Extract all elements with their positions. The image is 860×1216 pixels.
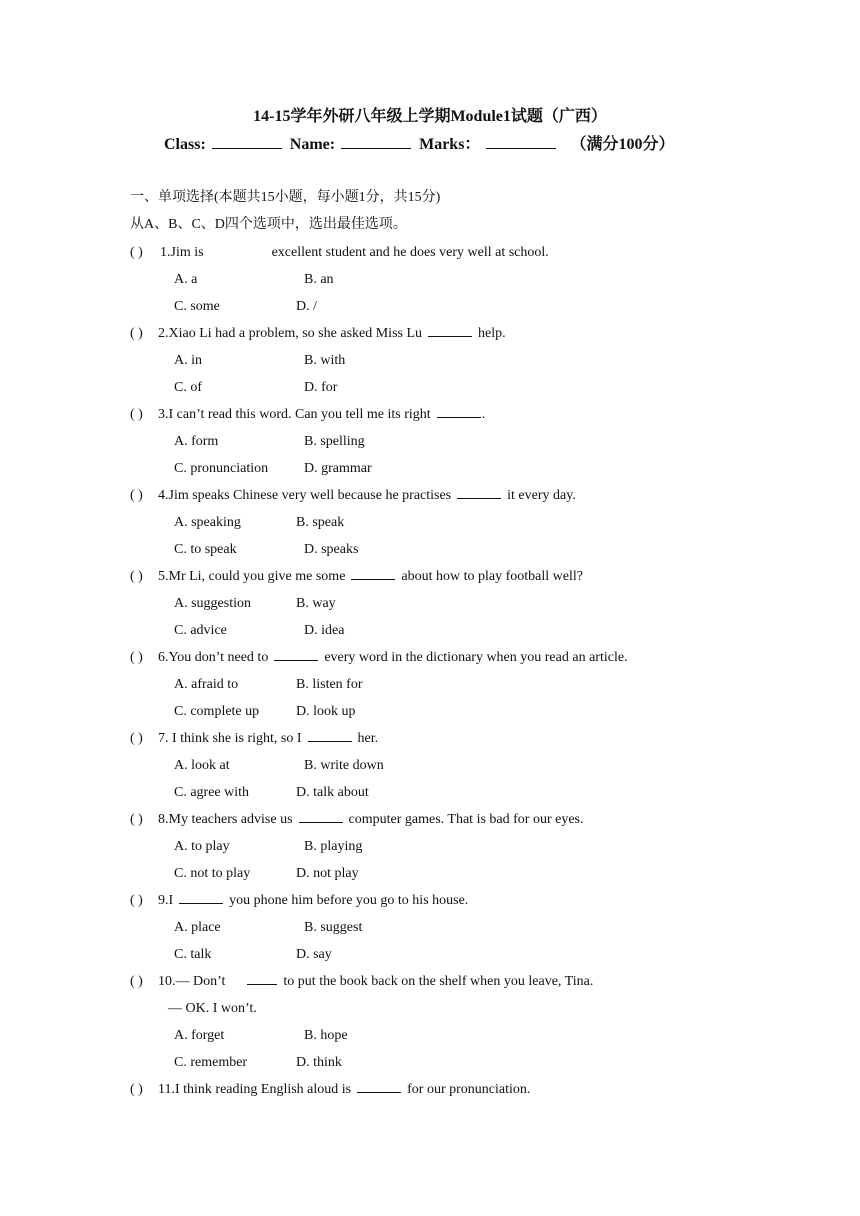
question-stem: 7. I think she is right, so I [158,731,302,746]
question-9 [130,891,468,911]
question-stem-end: her. [357,731,379,746]
question-stem-end: about how to play football well? [401,569,583,584]
question-10 [130,972,593,992]
answer-bracket[interactable]: ( ) [130,245,143,260]
option-d[interactable]: D. speaks [304,542,359,557]
option-c[interactable]: C. remember [174,1055,248,1070]
option-d[interactable]: D. think [296,1055,342,1070]
name-label: Name: [289,136,336,153]
option-b[interactable]: B. speak [296,515,345,530]
answer-bracket[interactable]: ( ) [130,731,143,746]
answer-bracket[interactable]: ( ) [130,407,143,422]
question-11 [130,1080,530,1100]
option-c[interactable]: C. complete up [174,704,260,719]
option-b[interactable]: B. hope [304,1028,348,1043]
question-stem-end: you phone him before you go to his house. [229,893,469,908]
question-stem: 4.Jim speaks Chinese very well because he practises [158,488,452,503]
option-d[interactable]: D. talk about [296,785,369,800]
option-d[interactable]: D. say [296,947,332,962]
question-stem-end: it every day. [507,488,576,503]
option-c[interactable]: C. talk [174,947,212,962]
marks-label: Marks： [419,136,481,153]
question-6 [130,648,628,668]
option-a[interactable]: A. suggestion [174,596,251,611]
question-stem-end: excellent student and he does very well at school. [271,245,549,260]
class-label: Class: [164,136,206,153]
option-d[interactable]: D. / [296,299,317,314]
option-c[interactable]: C. not to play [174,866,251,881]
option-c[interactable]: C. agree with [174,785,250,800]
name-blank[interactable] [341,134,411,149]
option-b[interactable]: B. way [296,596,336,611]
question-1 [130,243,549,263]
question-stem: 6.You don’t need to [158,650,269,665]
fill-blank[interactable] [299,810,343,823]
fill-blank[interactable] [357,1080,401,1093]
full-marks-note: （满分100分） [570,136,675,153]
answer-bracket[interactable]: ( ) [130,1082,143,1097]
fill-blank[interactable] [274,648,318,661]
question-stem: 10.— Don’t [158,974,226,989]
question-7 [130,729,378,749]
answer-bracket[interactable]: ( ) [130,488,143,503]
question-stem-end: . [481,407,486,422]
fill-blank[interactable] [428,324,472,337]
option-a[interactable]: A. form [174,434,219,449]
marks-blank[interactable] [486,134,556,149]
fill-blank[interactable] [437,405,481,418]
question-stem-end: for our pronunciation. [407,1082,531,1097]
answer-bracket[interactable]: ( ) [130,893,143,908]
class-blank[interactable] [212,134,282,149]
question-stem: 8.My teachers advise us [158,812,293,827]
question-stem: 5.Mr Li, could you give me some [158,569,346,584]
question-3 [130,405,485,425]
option-b[interactable]: B. an [304,272,334,287]
option-a[interactable]: A. speaking [174,515,241,530]
question-stem: 9.I [158,893,174,908]
answer-bracket[interactable]: ( ) [130,326,143,341]
dialogue-reply: — OK. I won’t. [168,1001,257,1016]
answer-bracket[interactable]: ( ) [130,569,143,584]
option-b[interactable]: B. spelling [304,434,365,449]
option-b[interactable]: B. with [304,353,346,368]
option-a[interactable]: A. to play [174,839,230,854]
question-stem: 2.Xiao Li had a problem, so she asked Miss Lu [158,326,423,341]
question-stem: 1.Jim is [160,245,204,260]
question-stem: 11.I think reading English aloud is [158,1082,352,1097]
question-4 [130,486,576,506]
section-heading: 一、单项选择(本题共15小题，每小题1分，共15分) [130,190,441,205]
option-d[interactable]: D. not play [296,866,359,881]
option-a[interactable]: A. look at [174,758,230,773]
option-a[interactable]: A. afraid to [174,677,239,692]
option-c[interactable]: C. advice [174,623,227,638]
fill-blank[interactable] [308,729,352,742]
option-d[interactable]: D. idea [304,623,345,638]
page-title: 14-15学年外研八年级上学期Module1试题（广西） [253,108,607,125]
fill-blank[interactable] [457,486,501,499]
answer-bracket[interactable]: ( ) [130,812,143,827]
question-stem-end: help. [478,326,506,341]
question-stem-end: to put the book back on the shelf when you leave, Tina. [283,974,594,989]
option-c[interactable]: C. to speak [174,542,237,557]
option-b[interactable]: B. listen for [296,677,363,692]
fill-blank[interactable] [247,972,277,985]
option-a[interactable]: A. forget [174,1028,225,1043]
student-info-header [164,134,764,156]
fill-blank[interactable] [179,891,223,904]
fill-blank[interactable] [210,244,266,256]
fill-blank[interactable] [351,567,395,580]
option-c[interactable]: C. some [174,299,220,314]
option-b[interactable]: B. suggest [304,920,363,935]
option-a[interactable]: A. in [174,353,202,368]
option-d[interactable]: D. grammar [304,461,372,476]
option-a[interactable]: A. a [174,272,198,287]
question-stem: 3.I can’t read this word. Can you tell me its right [158,407,431,422]
question-5 [130,567,583,587]
option-b[interactable]: B. write down [304,758,384,773]
option-c[interactable]: C. pronunciation [174,461,269,476]
question-stem-end: computer games. That is bad for our eyes. [348,812,584,827]
answer-bracket[interactable]: ( ) [130,650,143,665]
question-2 [130,324,506,344]
option-b[interactable]: B. playing [304,839,363,854]
question-stem-end: every word in the dictionary when you read an article. [324,650,628,665]
question-8 [130,810,583,830]
answer-bracket[interactable]: ( ) [130,974,143,989]
option-a[interactable]: A. place [174,920,221,935]
option-d[interactable]: D. for [304,380,338,395]
option-c[interactable]: C. of [174,380,202,395]
section-instruction: 从A、B、C、D四个选项中，选出最佳选项。 [130,217,407,232]
option-d[interactable]: D. look up [296,704,356,719]
